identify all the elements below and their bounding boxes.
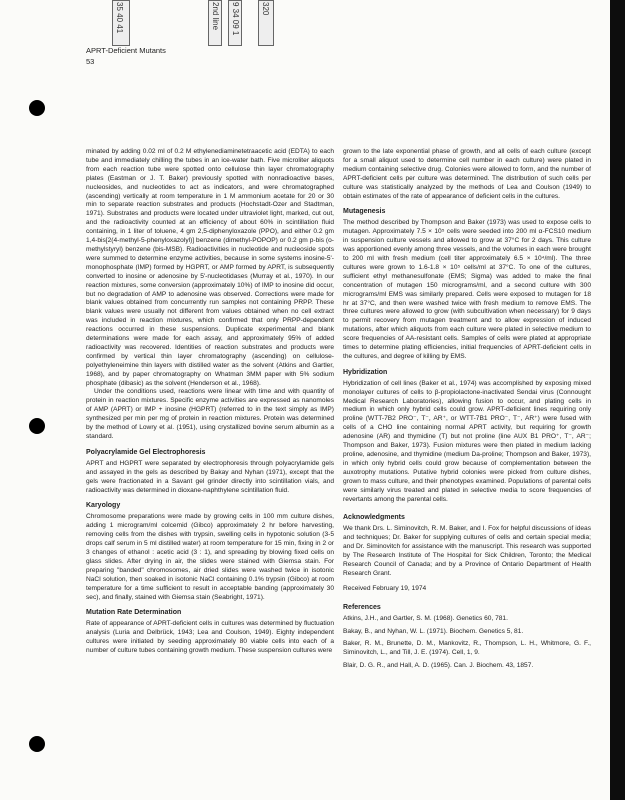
left-column [86, 148, 334, 656]
clip-text: 35 40 41 [115, 2, 124, 34]
clip-text: 2nd line [211, 2, 220, 31]
page-edge-shadow [610, 0, 625, 800]
section-heading: Karyology [86, 502, 121, 510]
right-column [343, 148, 591, 675]
paragraph: Rate of appearance of APRT-deficient cells in cultures was determined by fluctuation analysis (Luria and Delbrück, 1943; Lea and Coulson, 1949). Eighty independent cultures were initiated by seeding approximately 80 viable cells into each of a number of culture tubes containing growth medium. These suspension cultures were [86, 620, 334, 655]
paragraph: Chromosome preparations were made by growing cells in 100 mm culture dishes, adding 1 microgram/ml colcemid (Gibco) approximately 2 hr before harvesting, removing cells from the dishes with trypsin, swelling cells in hypotonic solution (3-5 drops calf serum in 5 ml distilled water) at room temperature for 15 min, fixing in 2 or 3 changes of ethanol : acetic acid (3 : 1), and spreading by blowing fixed cells on glass slides. After drying in air, the slides were stained with Giemsa stain. For preparing "banded" chromosomes, air dried slides were washed twice in isotonic NaCl solution, then soaked in isotonic NaCl containing 0.1% trypsin (Gibco) at room temperature for a time sufficient to result in acceptable banding (approximately 30 sec), and finally, stained with Giemsa stain (Seabright, 1971). [86, 513, 334, 601]
paragraph: We thank Drs. L. Siminovitch, R. M. Baker, and I. Fox for helpful discussions of ideas and techniques; Dr. Baker for supplying cultures of cells and certain special media; and Dr. Siminovitch for assistance with the manuscript. This research was supported by The Research Institute of The Hospital for Sick Children, Toronto; the Medical Research Council of Canada; and by a Province of Ontario Department of Health Research Grant. [343, 525, 591, 577]
reference: Blair, D. G. R., and Hall, A. D. (1965). Can. J. Biochem. 43, 1857. [343, 662, 534, 670]
paragraph: Hybridization of cell lines (Baker et al., 1974) was accomplished by exposing mixed monolayer cultures of cells to β-propiolactone-inactivated Sendai virus (Connought Medical Research Laboratories), allowing fusion to occur, and plating cells in medium in which only hybrid cells could grow. APRT-deficient lines requiring only proline (WTT-7B2 PRO⁻, T⁻, AR⁺, or WTT-7B1 PRO⁻, T⁻, AR⁺) were fused with cells of a CHO line containing normal APRT activity, but requiring for growth adenosine (AR) and thymidine (T) but not proline (line AUX B1 PRO⁺, T⁻, AR⁻; Thompson and Baker, 1973). Fusion mixtures were then plated in medium lacking proline, adenosine, and thymidine (medium Da-proline; Thompson and Baker, 1973), in which only hybrid cells could grow because of complementation between the auxotrophy mutations. Putative hybrid colonies were picked from culture dishes, grown to mass culture, and their phenotypes examined. Populations of parental cells were similarly virus treated and plated in selective media to score frequencies of revertants among the parental cells. [343, 379, 591, 503]
reference: Atkins, J.H., and Gartler, S. M. (1968). Genetics 60, 781. [343, 614, 508, 622]
section-heading: Mutagenesis [343, 208, 386, 216]
section-heading: Polyacrylamide Gel Electrophoresis [86, 448, 206, 456]
received-date: Received February 19, 1974 [343, 584, 427, 592]
punch-hole [29, 100, 45, 116]
paragraph: The method described by Thompson and Baker (1973) was used to expose cells to mutagen. Approximately 7.5 × 10⁵ cells were seeded into 200 ml α-FCS10 medium in suspension culture vessels and allowed to grow at 37°C for 2 days. This culture was apportioned evenly among three vessels, and the volumes in each were brought to 200 ml with fresh medium (cell titer approximately 6.5 × 10⁴/ml). The three cultures were grown to 1.6-1.8 × 10⁵ cells/ml at 37°C. To one of the cultures, sufficient ethyl methanesulfonate (EMS; Sigma) was added to make the final concentration of mutagen 150 micrograms/ml, and a second culture with 300 micrograms/ml EMS was similarly prepared. Cells were exposed to mutagen for 18 hr at 37°C, and then were washed twice with fresh medium to remove EMS. The three cultures were allowed to grow (with subcultivation when necessary) for 9 days to permit recovery from mutagen treatment and to allow expression of induced mutations, after which aliquots from each culture were plated in selective medium to score frequencies of AA-resistant cells. Samples of cells were plated at appropriate times to determine plating efficiencies, initial frequencies of APRT-deficient cells in the cultures, and degree of killing by EMS. [343, 219, 591, 360]
paper-clip-tab [228, 0, 242, 46]
section-heading: References [343, 603, 381, 611]
reference: Baker, R. M., Brunette, D. M., Mankovitz, R., Thompson, L. H., Whitmore, G. F., Siminovitch, L., and Till, J. E. (1974). Cell, 1, 9. [343, 640, 591, 657]
paper-clip-tab [258, 0, 274, 46]
paper-clip-tab [208, 0, 222, 46]
paragraph: minated by adding 0.02 ml of 0.2 M ethylenediaminetetraacetic acid (EDTA) to each tube and immediately chilling the tubes in an ice-water bath. Five microliter aliquots from each reaction tube were spotted onto cellulose thin layer chromatography plates (Eastman or J. T. Baker) previously spotted with nonradioactive bases, nucleosides, and nucleotides to act as indicators, and were chromatographed (ascending) vertically at room temperature in 1 M ammonium acetate for 20 or 30 min to separate reaction substrates and products (Hochstadt-Ozer and Stadtman, 1971). Substrates and products were located under ultraviolet light, marked, cut out, and the radioactivity counted at an efficiency of about 60% in scintillation fluid containing, in 1 liter of toluene, 4 gm 2,5-diphenyloxazole (PPO), and either 0.2 gm 1,4-bis[2(4-methyl-5-phenyloxazolyl)] benzene (dimethyl-POPOP) or 0.2 gm p-bis (o-methylstyryl) benzene (bis-MSB). Radioactivities in nucleotide and nucleoside spots were summed to determine enzyme activities, because in some systems inosine-5'-monophosphate (IMP) formed by HGPRT, or AMP formed by APRT, is subsequently converted to inosine or adenosine by 5'-nucleotidases (Murray et al., 1970). In our reaction mixtures, some conversion (approximately 10%) of IMP to inosine did occur, but no degradation of AMP to adenosine was observed. Corrections were made for blank values obtained from concurrently run samples not containing PRPP. These blank values were usually not different from values obtained when no cell extract was included in reaction mixtures, which confirmed that only PRPP-dependent reactions occurred in these suspensions. Duplicate experimental and blank determinations were made for each assay, and approximately 95% of added radioactivity was recovered. Identities of reaction substrates and products were confirmed by vertical thin layer chromatography (ascending) on cellulose-polyethyleneimine thin layers with distilled water as the solvent (Atkins and Gartler, 1968), and by paper chromatography on Whatman 3MM paper with 5% sodium phosphate (dibasic) as the solvent (Henderson et al., 1968). [86, 148, 334, 387]
paragraph: grown to the late exponential phase of growth, and all cells of each culture (except for a small aliquot used to determine cell number in each culture) were plated in medium containing selective drug. Colonies were allowed to form, and the number of APRT-deficient cells per culture was determined. The distribution of such cells per culture was statistically analyzed by the methods of Lea and Coulson (1949) to obtain estimates of the rate of appearance of deficient cells in the cultures. [343, 148, 591, 200]
running-title: APRT-Deficient Mutants [86, 46, 166, 55]
punch-hole [29, 736, 45, 752]
section-heading: Acknowledgments [343, 514, 405, 522]
paper-clip-tab [112, 0, 130, 46]
reference: Bakay, B., and Nyhan, W. L. (1971). Biochem. Genetics 5, 81. [343, 627, 524, 635]
page-number: 53 [86, 57, 95, 66]
punch-hole [29, 418, 45, 434]
paragraph: Under the conditions used, reactions were linear with time and with quantity of protein in reaction mixtures. Specific enzyme activities are expressed as nanomoles of AMP (APRT) or IMP + inosine (HGPRT) (referred to in the text simply as IMP) synthesized per min per mg of protein in reaction mixtures. Protein was determined by the method of Lowry et al. (1951), using crystallized bovine serum albumin as a standard. [86, 388, 334, 440]
reference-list [343, 615, 591, 672]
section-heading: Mutation Rate Determination [86, 609, 182, 617]
clip-text: 320 [261, 2, 270, 16]
clip-text: 9 34 09 1 [231, 2, 240, 36]
paragraph: APRT and HGPRT were separated by electrophoresis through polyacrylamide gels and assayed in the gels as described by Bakay and Nyhan (1971), except that the gels were fractionated in a Savant gel grinder directly into scintillation vials, and radioactivity was determined in dioxane-naphthylene scintillation fluid. [86, 459, 334, 494]
section-heading: Hybridization [343, 368, 388, 376]
